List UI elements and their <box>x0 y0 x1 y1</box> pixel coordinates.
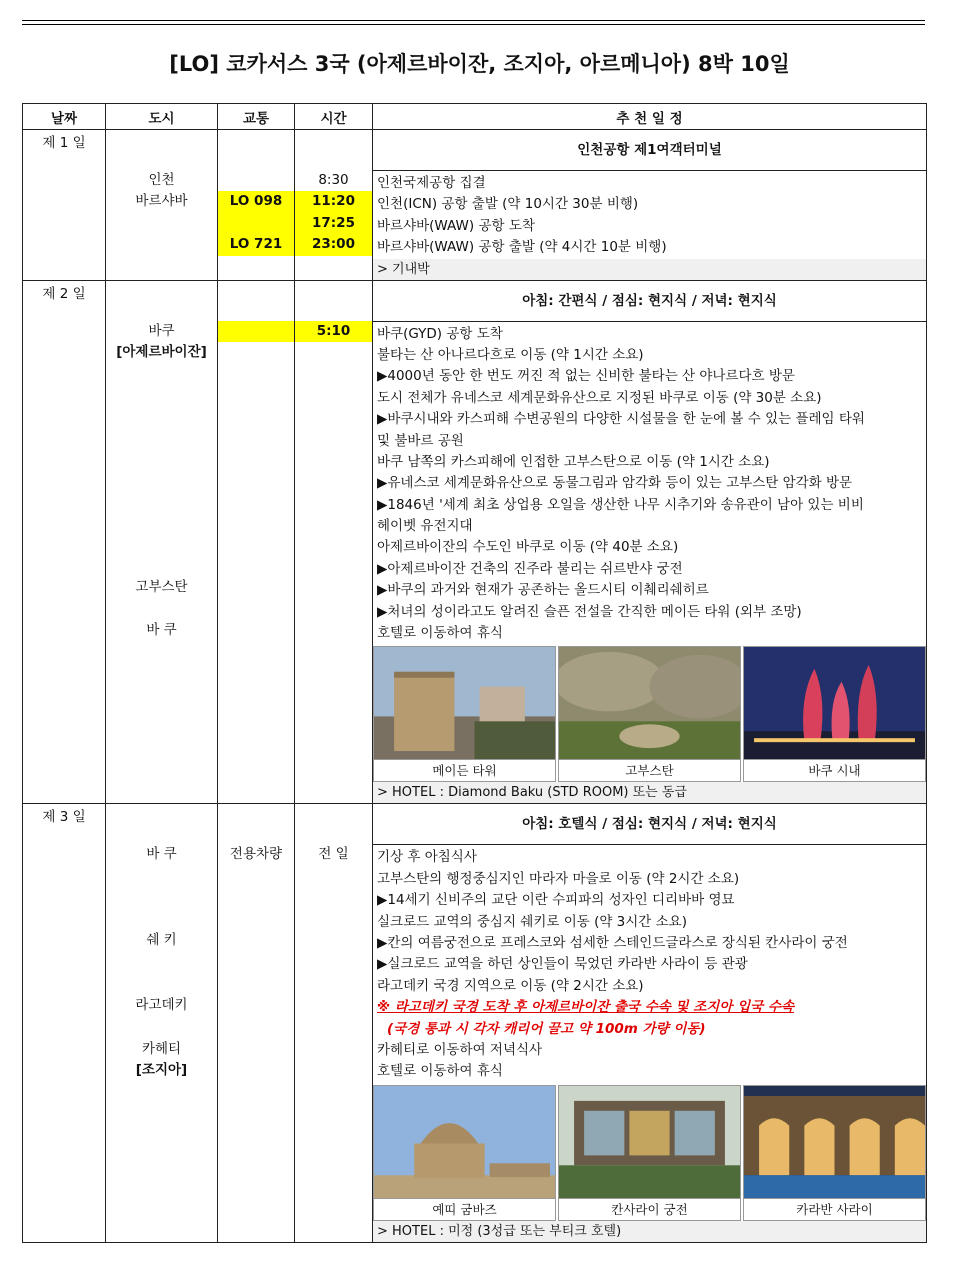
day3-country: [조지아] <box>135 1061 188 1078</box>
photo-caption: 카라반 사라이 <box>744 1198 925 1220</box>
schedule-line: ▶칸의 여름궁전으로 프레스코와 섬세한 스테인드글라스로 장식된 칸사라이 궁전 <box>377 934 848 951</box>
day2-city: 고부스탄 <box>135 579 188 596</box>
schedule-line: 호텔로 이동하여 휴식 <box>377 1063 503 1080</box>
schedule-line: 헤이벳 유전지대 <box>377 518 473 535</box>
schedule-line: ▶1846년 '세계 최초 상업용 오일을 생산한 나무 시추기와 송유관이 남아 있는 비비 <box>377 496 864 513</box>
schedule-line: 바르샤바(WAW) 공항 출발 (약 4시간 10분 비행) <box>377 239 667 256</box>
header-schedule: 추 천 일 정 <box>373 104 927 130</box>
schedule-line: ▶실크로드 교역을 하던 상인들이 묵었던 카라반 사라이 등 관광 <box>377 956 748 973</box>
photo-caption: 바쿠 시내 <box>744 759 925 781</box>
schedule-line: ▶바쿠의 과거와 현재가 공존하는 올드시티 이췌리쉐히르 <box>377 582 709 599</box>
schedule-line: 카헤티로 이동하여 저녁식사 <box>377 1041 543 1058</box>
schedule-line: 인천국제공항 집결 <box>377 175 486 191</box>
schedule-line: 바쿠 남쪽의 카스피해에 인접한 고부스탄으로 이동 (약 1시간 소요) <box>377 453 770 470</box>
day3-city: 카헤티 <box>141 1040 182 1057</box>
schedule-line: 바쿠(GYD) 공항 도착 <box>377 325 503 342</box>
schedule-line: ▶유네스코 세계문화유산으로 동물그림과 암각화 등이 있는 고부스탄 암각화 방문 <box>377 475 853 492</box>
day1-transport <box>218 170 294 191</box>
page-title: [LO] 코카서스 3국 (아제르바이잔, 조지아, 아르메니아) 8박 10일 <box>169 52 790 76</box>
header-row <box>23 104 927 130</box>
day1-row <box>23 130 927 281</box>
day2-meal-header: 아침: 간편식 / 점심: 현지식 / 저녁: 현지식 <box>373 281 926 322</box>
day1-city <box>106 234 217 255</box>
schedule-line: ▶처녀의 성이라고도 알려진 슬픈 전설을 간직한 메이든 타워 (외부 조망) <box>377 603 802 620</box>
day1-flight <box>218 213 294 234</box>
day3-photos <box>373 1085 926 1221</box>
day2-city-col <box>106 280 218 804</box>
header-day: 날짜 <box>23 104 106 130</box>
day3-city-col <box>106 804 218 1242</box>
day1-flight: LO 098 <box>218 191 294 212</box>
photo-gobustan <box>558 646 741 782</box>
schedule-line: 고부스탄의 행정중심지인 마라자 마을로 이동 (약 2시간 소요) <box>377 870 740 887</box>
day3-transport: 전용차량 <box>229 846 283 863</box>
schedule-line: 불타는 산 아나르다흐로 이동 (약 1시간 소요) <box>377 346 644 363</box>
day1-meal-header: 인천공항 제1여객터미널 <box>373 130 926 171</box>
day3-label: 제 3 일 <box>23 804 106 1242</box>
itinerary-table <box>22 103 927 1243</box>
day2-city: 바 쿠 <box>146 622 177 639</box>
photo-khan-palace <box>558 1085 741 1221</box>
border-crossing-note: ※ 라고데키 국경 도착 후 아제르바이잔 출국 수속 및 조지아 입국 수속 <box>377 999 794 1016</box>
yeddi-gumbaz-image <box>374 1086 555 1198</box>
photo-yeddi-gumbaz <box>373 1085 556 1221</box>
day2-time-col <box>295 280 373 804</box>
photo-caption: 칸사라이 궁전 <box>559 1198 740 1220</box>
day3-row <box>23 804 927 1242</box>
schedule-line: ▶14세기 신비주의 교단 이란 수피파의 성자인 디리바바 영묘 <box>377 892 735 909</box>
day1-flight: LO 721 <box>218 234 294 255</box>
day3-time: 전 일 <box>318 846 349 863</box>
day2-transport <box>218 321 294 342</box>
day2-schedule <box>373 280 927 804</box>
day1-transport-col <box>218 130 295 281</box>
caravanserai-image <box>744 1086 925 1198</box>
day3-city: 라고데키 <box>135 997 188 1014</box>
schedule-line: 아제르바이잔의 수도인 바쿠로 이동 (약 40분 소요) <box>377 539 679 556</box>
day1-city-col <box>106 130 218 281</box>
schedule-line: ▶아제르바이잔 건축의 진주라 불리는 쉬르반샤 궁전 <box>377 560 683 577</box>
day1-note: > 기내박 <box>373 259 926 280</box>
border-crossing-subnote: (국경 통과 시 각자 캐리어 끌고 약 100m 가량 이동) <box>387 1020 706 1037</box>
schedule-line: 실크로드 교역의 중심지 쉐키로 이동 (약 3시간 소요) <box>377 913 687 930</box>
header-time: 시간 <box>295 104 373 130</box>
schedule-line: ▶4000년 동안 한 번도 꺼진 적 없는 신비한 불타는 산 야나르다흐 방문 <box>377 368 795 385</box>
schedule-line: ▶바쿠시내와 카스피해 수변공원의 다양한 시설물을 한 눈에 볼 수 있는 플레임 타워 <box>377 411 865 428</box>
day3-city: 쉐 키 <box>146 931 177 948</box>
day1-time: 17:25 <box>295 213 372 234</box>
day2-time: 5:10 <box>295 321 372 342</box>
photo-caravanserai <box>743 1085 926 1221</box>
khan-palace-image <box>559 1086 740 1198</box>
day1-schedule <box>373 130 927 281</box>
photo-baku-city <box>743 646 926 782</box>
gobustan-image <box>559 647 740 759</box>
photo-maiden-tower <box>373 646 556 782</box>
day3-meal-header: 아침: 호텔식 / 점심: 현지식 / 저녁: 현지식 <box>373 804 926 845</box>
day1-city: 바르샤바 <box>135 193 188 210</box>
schedule-line: 인천(ICN) 공항 출발 (약 10시간 30분 비행) <box>377 196 639 213</box>
day1-city <box>106 213 217 234</box>
day3-city: 바 쿠 <box>146 846 177 863</box>
day1-city: 인천 <box>148 172 175 188</box>
day3-hotel: > HOTEL : 미정 (3성급 또는 부티크 호텔) <box>373 1221 926 1242</box>
photo-caption: 메이든 타워 <box>374 759 555 781</box>
header-city: 도시 <box>106 104 218 130</box>
day1-time: 11:20 <box>295 191 372 212</box>
day2-row <box>23 280 927 804</box>
day1-label: 제 1 일 <box>23 130 106 281</box>
schedule-line: 기상 후 아침식사 <box>377 849 477 866</box>
day1-time: 8:30 <box>318 172 349 188</box>
day2-hotel: > HOTEL : Diamond Baku (STD ROOM) 또는 동급 <box>373 782 926 803</box>
photo-caption: 고부스탄 <box>559 759 740 781</box>
day2-country: [아제르바이잔] <box>116 343 207 360</box>
day2-transport-col <box>218 280 295 804</box>
baku-city-image <box>744 647 925 759</box>
day3-transport-col <box>218 804 295 1242</box>
header-transport: 교통 <box>218 104 295 130</box>
day2-label: 제 2 일 <box>23 280 106 804</box>
photo-caption: 예띠 굼바즈 <box>374 1198 555 1220</box>
day1-time: 23:00 <box>295 234 372 255</box>
day1-time-col <box>295 130 373 281</box>
schedule-line: 도시 전체가 유네스코 세계문화유산으로 지정된 바쿠로 이동 (약 30분 소요) <box>377 389 822 406</box>
schedule-line: 호텔로 이동하여 휴식 <box>377 625 503 642</box>
schedule-line: 라고데키 국경 지역으로 이동 (약 2시간 소요) <box>377 977 644 994</box>
maiden-tower-image <box>374 647 555 759</box>
schedule-line: 및 불바르 공원 <box>377 432 464 449</box>
day2-city: 바쿠 <box>148 322 175 339</box>
top-rule <box>22 20 925 25</box>
day3-time-col <box>295 804 373 1242</box>
schedule-line: 바르샤바(WAW) 공항 도착 <box>377 217 535 234</box>
day2-photos <box>373 646 926 782</box>
day3-schedule <box>373 804 927 1242</box>
